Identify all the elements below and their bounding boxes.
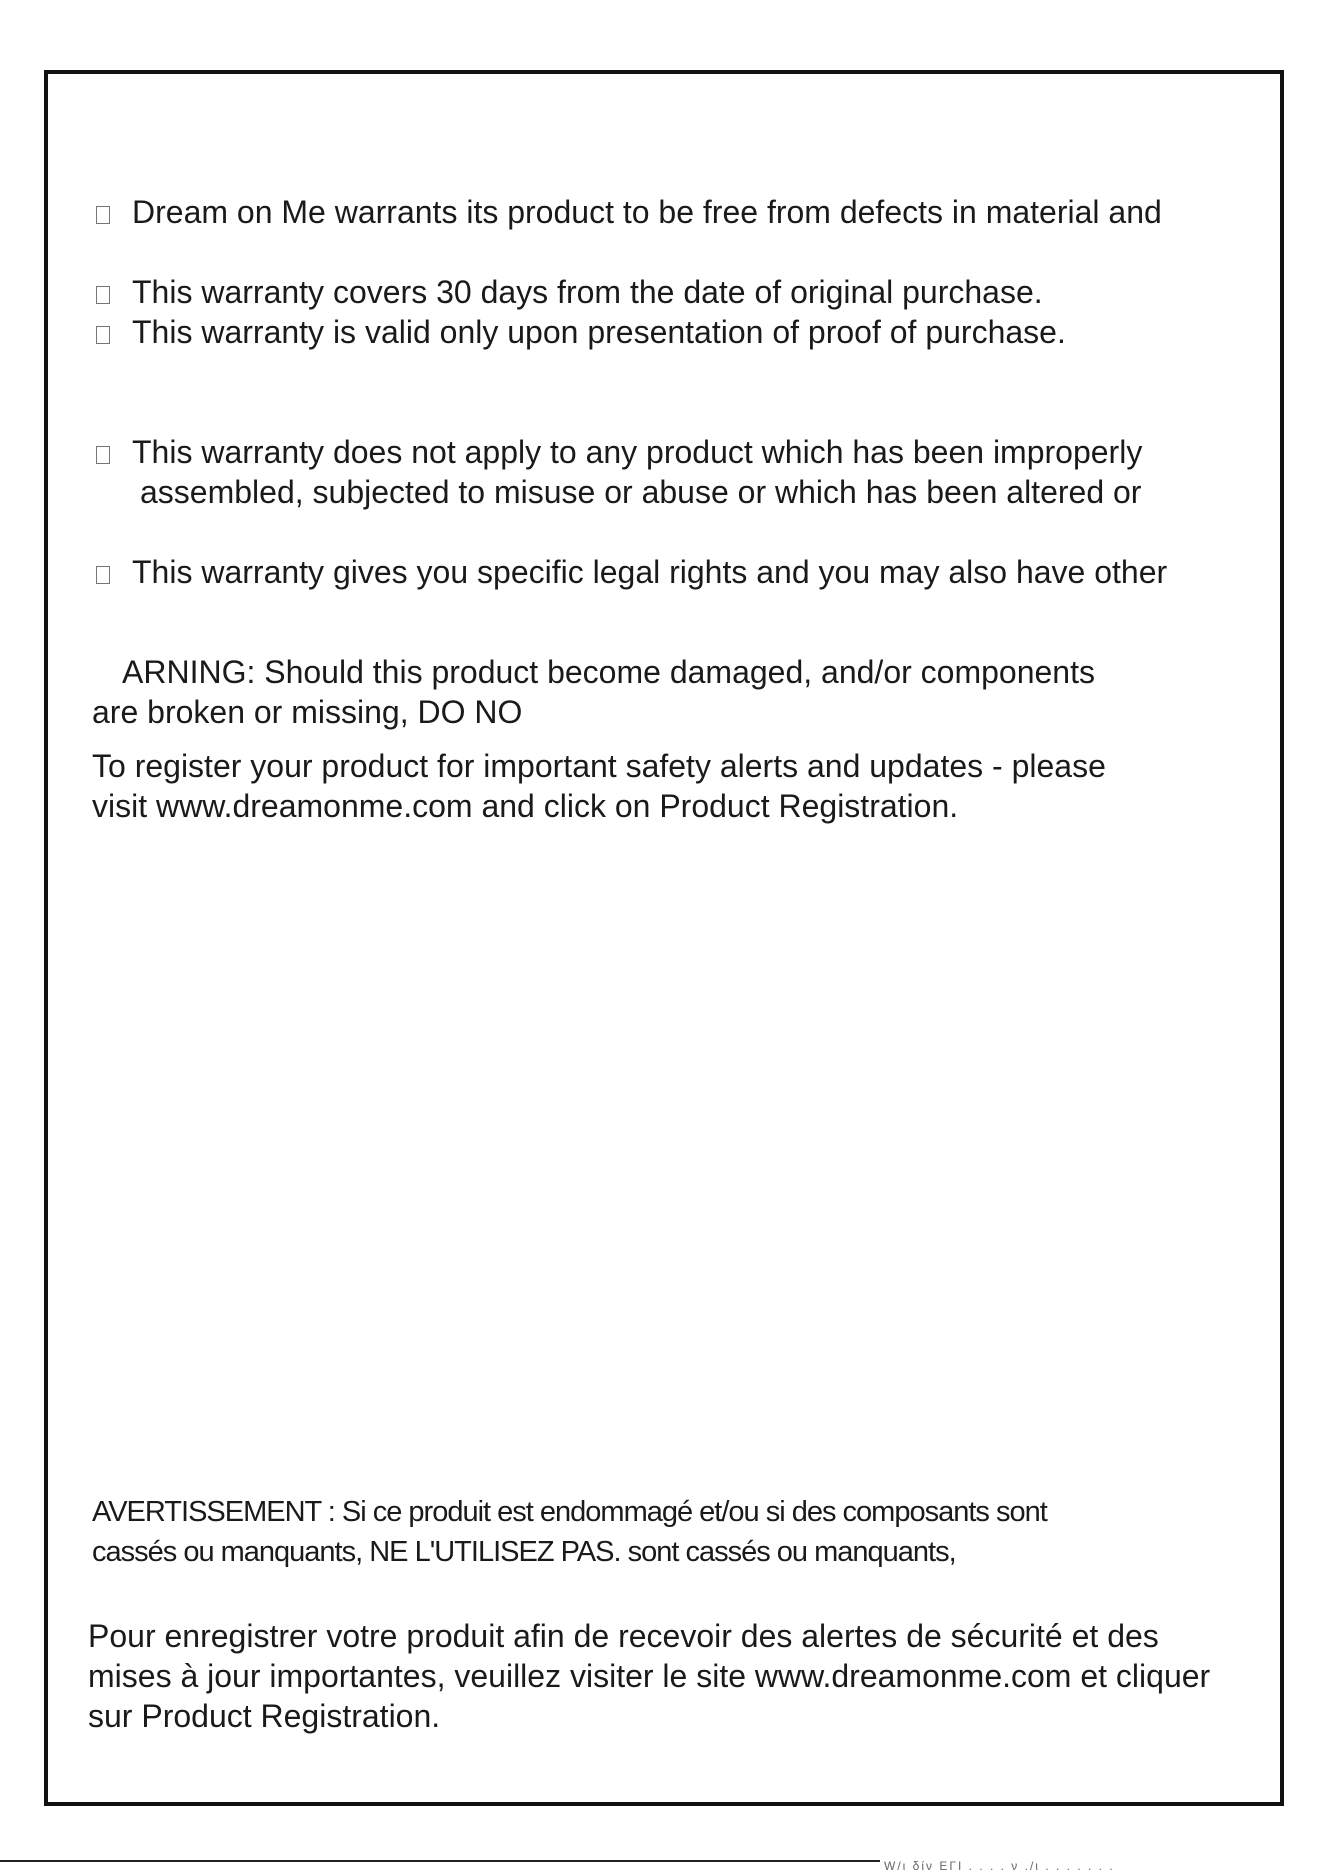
warning-fr-line: AVERTISSEMENT : Si ce produit est endommagé et/ou si des composants sont <box>92 1496 1047 1528</box>
warranty-item <box>96 192 1162 232</box>
register-fr-line: mises à jour importantes, veuillez visiter le site www.dreamonme.com et cliquer <box>88 1658 1211 1694</box>
bottom-rule <box>0 1860 880 1862</box>
bullet-box-icon <box>96 206 110 224</box>
warranty-item-text: This warranty does not apply to any product which has been improperly <box>132 434 1143 470</box>
warranty-item-text: This warranty is valid only upon presentation of proof of purchase. <box>132 314 1066 350</box>
register-fr <box>88 1616 1210 1736</box>
warning-fr-line: cassés ou manquants, NE L'UTILISEZ PAS. sont cassés ou manquants, <box>92 1536 956 1568</box>
warning-fr <box>92 1492 1047 1572</box>
warning-en-line: ARNING: Should this product become damaged, and/or components <box>122 654 1095 690</box>
warranty-item <box>96 552 1167 592</box>
warning-en <box>92 652 1095 732</box>
register-en-line: To register your product for important safety alerts and updates - please <box>92 748 1106 784</box>
warranty-item <box>96 272 1043 312</box>
register-en <box>92 746 1106 826</box>
bullet-box-icon <box>96 446 110 464</box>
warranty-item-text: Dream on Me warrants its product to be free from defects in material and <box>132 194 1162 230</box>
register-en-line: visit www.dreamonme.com and click on Product Registration. <box>92 788 959 824</box>
warranty-item <box>96 432 1142 512</box>
bullet-box-icon <box>96 286 110 304</box>
register-fr-line: sur Product Registration. <box>88 1698 441 1734</box>
warning-en-line: are broken or missing, DO NO <box>92 694 523 730</box>
warranty-item-text: This warranty gives you specific legal rights and you may also have other <box>132 554 1168 590</box>
bullet-box-icon <box>96 326 110 344</box>
bullet-box-icon <box>96 566 110 584</box>
footer-code: W/ι δίν ΕΓΙ . . . . ν ./ι . . . . . . . <box>884 1859 1115 1873</box>
warranty-item-text: assembled, subjected to misuse or abuse or which has been altered or <box>140 474 1142 510</box>
warranty-item-text: This warranty covers 30 days from the date of original purchase. <box>132 274 1043 310</box>
warranty-item <box>96 312 1066 352</box>
register-fr-line: Pour enregistrer votre produit afin de recevoir des alertes de sécurité et des <box>88 1618 1159 1654</box>
